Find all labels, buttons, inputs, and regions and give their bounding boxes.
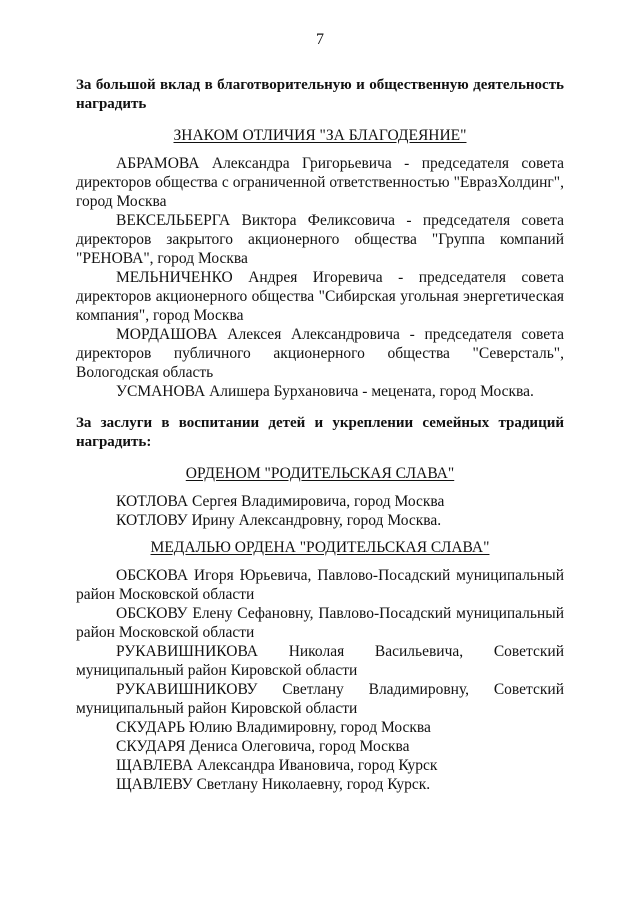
section2-heading: За заслуги в воспитании детей и укреплении семейных традиций наградить:: [76, 415, 564, 450]
list-item: РУКАВИШНИКОВА Николая Васильевича, Советский муниципальный район Кировской области: [76, 643, 564, 679]
list-item: КОТЛОВУ Ирину Александровну, город Москва.: [116, 512, 442, 529]
award-sign-of-distinction: ЗНАКОМ ОТЛИЧИЯ "ЗА БЛАГОДЕЯНИЕ": [173, 127, 467, 144]
list-item: УСМАНОВА Алишера Бурхановича - мецената, город Москва.: [116, 383, 534, 400]
list-item: СКУДАРЯ Дениса Олеговича, город Москва: [116, 738, 410, 755]
list-item: РУКАВИШНИКОВУ Светлану Владимировну, Советский муниципальный район Кировской области: [76, 681, 564, 717]
document-body: [76, 76, 564, 794]
list-item: ОБСКОВУ Елену Сефановну, Павлово-Посадский муниципальный район Московской области: [76, 605, 564, 641]
list-item: АБРАМОВА Александра Григорьевича - председателя совета директоров общества с ограниченной ответственностью "ЕвразХолдинг", город Москва: [76, 155, 564, 210]
award-medal-order-parental-glory: МЕДАЛЬЮ ОРДЕНА "РОДИТЕЛЬСКАЯ СЛАВА": [150, 539, 490, 556]
recipient-list: [76, 492, 564, 530]
page-number: 7: [316, 31, 324, 48]
list-item: СКУДАРЬ Юлию Владимировну, город Москва: [116, 719, 431, 736]
list-item: ОБСКОВА Игоря Юрьевича, Павлово-Посадский муниципальный район Московской области: [76, 567, 564, 603]
list-item: ЩАВЛЕВА Александра Ивановича, город Курск: [116, 757, 438, 774]
list-item: ЩАВЛЕВУ Светлану Николаевну, город Курск.: [116, 776, 431, 793]
list-item: КОТЛОВА Сергея Владимировича, город Москва: [116, 493, 445, 510]
list-item: МЕЛЬНИЧЕНКО Андрея Игоревича - председателя совета директоров акционерного общества "Сибирская угольная энергетическая компания", город Москва: [76, 269, 564, 324]
section1-heading: За большой вклад в благотворительную и общественную деятельность наградить: [76, 77, 564, 112]
award-order-parental-glory: ОРДЕНОМ "РОДИТЕЛЬСКАЯ СЛАВА": [185, 465, 455, 482]
recipient-list: [76, 154, 564, 401]
list-item: МОРДАШОВА Алексея Александровича - председателя совета директоров публичного акционерного общества "Северсталь", Вологодская область: [76, 326, 564, 381]
list-item: ВЕКСЕЛЬБЕРГА Виктора Феликсовича - председателя совета директоров закрытого акционерного общества "Группа компаний "РЕНОВА", город Москва: [76, 212, 564, 267]
recipient-list: [76, 566, 564, 794]
